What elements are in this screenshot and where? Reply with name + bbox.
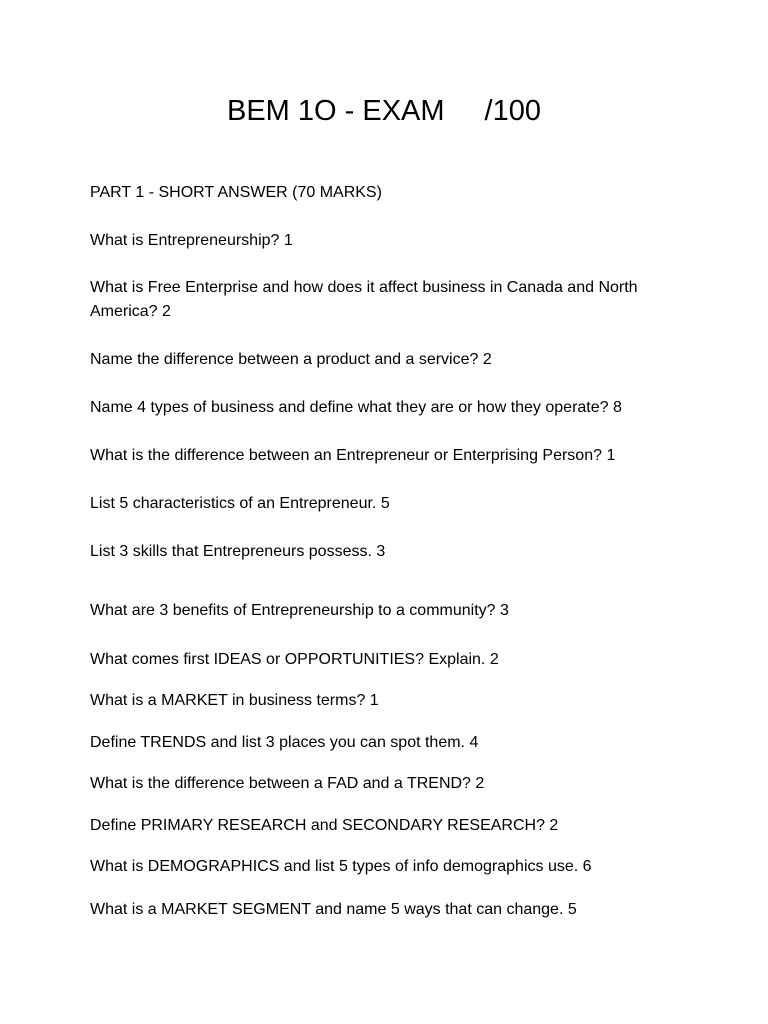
question-5: What is the difference between an Entrepreneur or Enterprising Person? 1 [90,447,616,464]
question-9: What comes first IDEAS or OPPORTUNITIES? Explain. 2 [90,651,499,668]
section-heading: PART 1 - SHORT ANSWER (70 MARKS) [90,184,382,201]
exam-total-score: /100 [484,95,541,127]
question-2: What is Free Enterprise and how does it affect business in Canada and North America? 2 [90,279,638,320]
question-13: Define PRIMARY RESEARCH and SECONDARY RESEARCH? 2 [90,817,559,834]
question-11: Define TRENDS and list 3 places you can spot them. 4 [90,734,479,751]
question-7: List 3 skills that Entrepreneurs possess. 3 [90,543,386,560]
question-1: What is Entrepreneurship? 1 [90,232,293,249]
question-12: What is the difference between a FAD and a TREND? 2 [90,775,485,792]
question-3: Name the difference between a product and a service? 2 [90,351,492,368]
question-4: Name 4 types of business and define what they are or how they operate? 8 [90,399,622,416]
question-8: What are 3 benefits of Entrepreneurship to a community? 3 [90,602,509,619]
question-14: What is DEMOGRAPHICS and list 5 types of info demographics use. 6 [90,858,592,875]
question-10: What is a MARKET in business terms? 1 [90,692,379,709]
question-15: What is a MARKET SEGMENT and name 5 ways that can change. 5 [90,901,577,918]
exam-title-row [0,94,768,128]
exam-title: BEM 1O - EXAM [227,95,445,127]
question-6: List 5 characteristics of an Entrepreneur. 5 [90,495,390,512]
